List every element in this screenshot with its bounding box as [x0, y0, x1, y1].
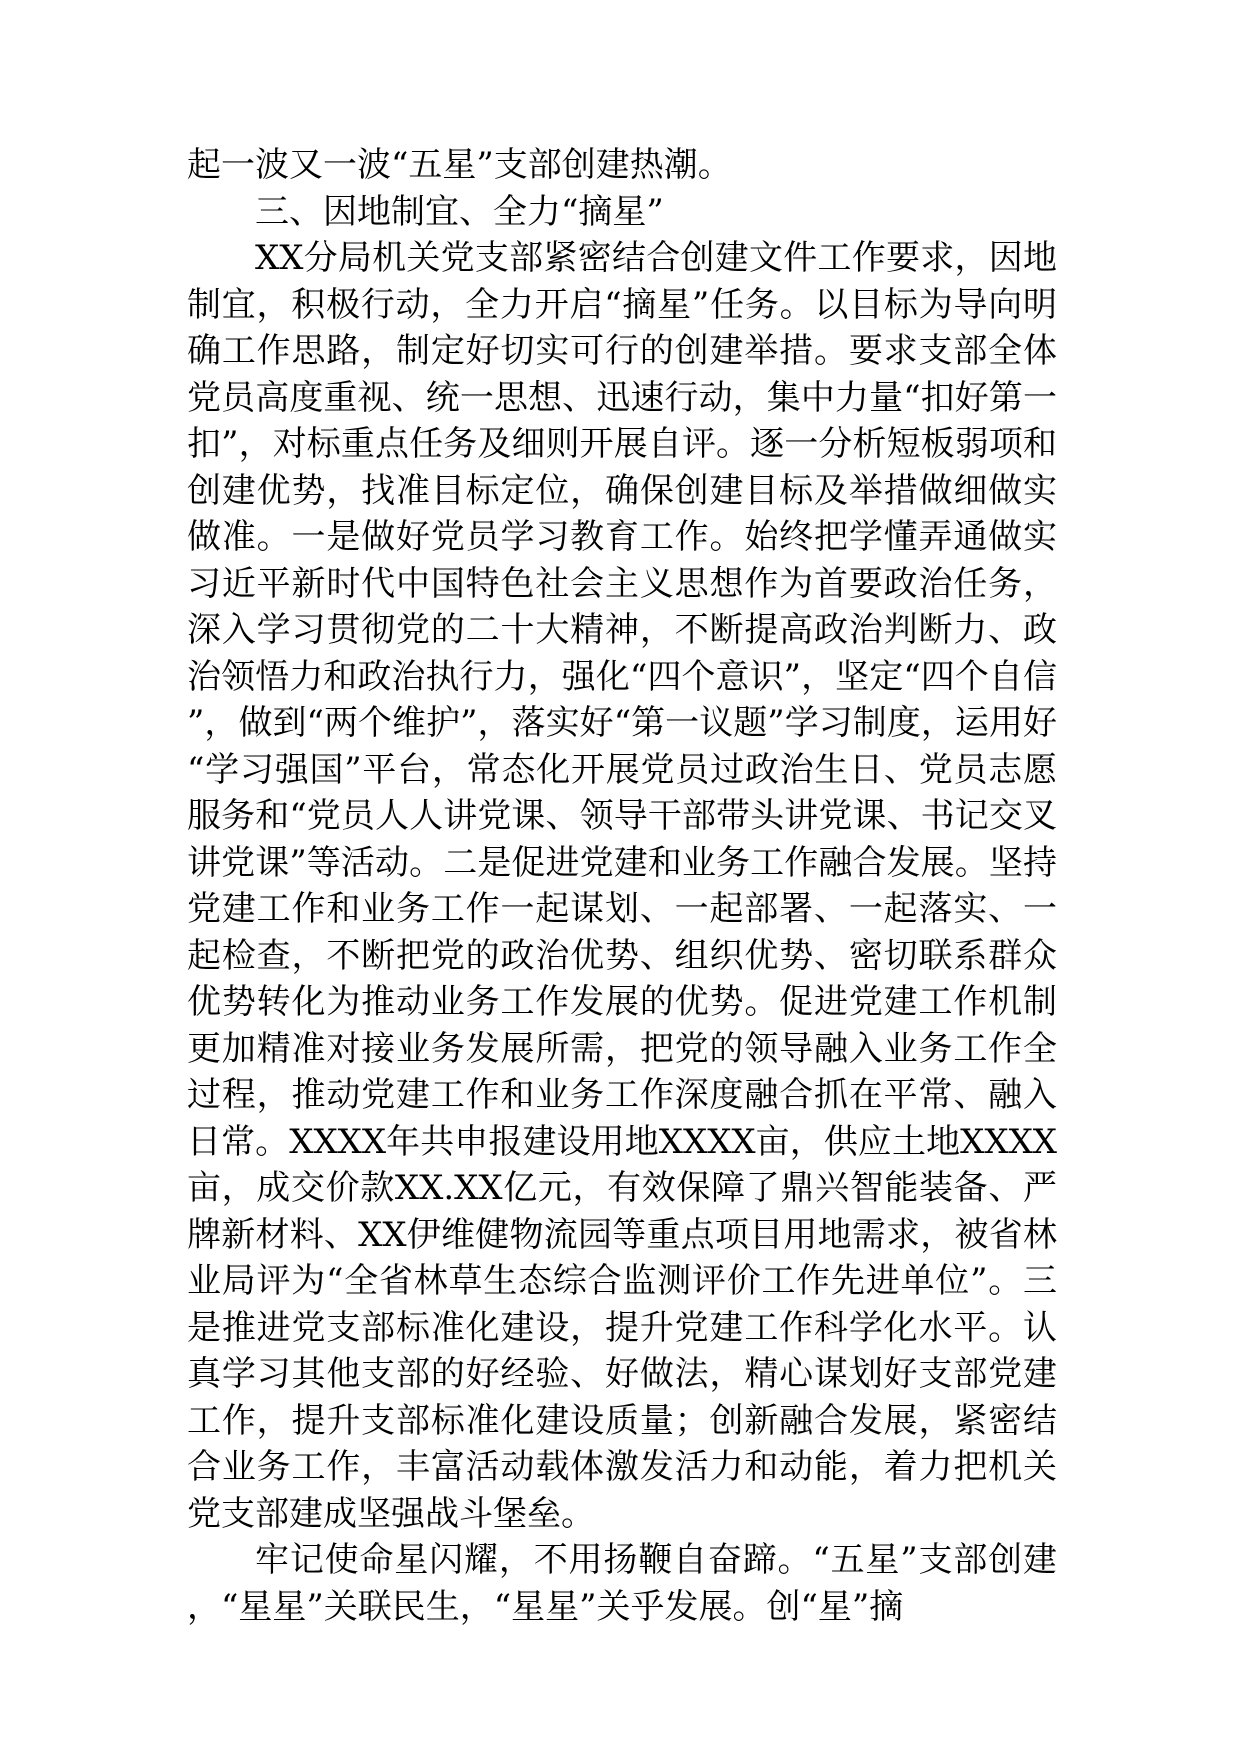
paragraph-continuation: 起一波又一波“五星”支部创建热潮。: [187, 145, 732, 185]
document-body: [187, 142, 1057, 1630]
section-heading-3: 三、因地制宜、全力“摘星”: [255, 191, 664, 232]
paragraph-body-1: XX分局机关党支部紧密结合创建文件工作要求，因地制宜，积极行动，全力开启“摘星”任务。以目标为导向明确工作思路，制定好切实可行的创建举措。要求支部全体党员高度重视、统一思想、迅速行动，集中力量“扣好第一扣”，对标重点任务及细则开展自评。逐一分析短板弱项和创建优势，找准目标定位，确保创建目标及举措做细做实做准。一是做好党员学习教育工作。始终把学懂弄通做实习近平新时代中国特色社会主义思想作为首要政治任务，深入学习贯彻党的二十大精神，不断提高政治判断力、政治领悟力和政治执行力，强化“四个意识”，坚定“四个自信”，做到“两个维护”，落实好“第一议题”学习制度，运用好“学习强国”平台，常态化开展党员过政治生日、党员志愿服务和“党员人人讲党课、领导干部带头讲党课、书记交叉讲党课”等活动。二是促进党建和业务工作融合发展。坚持党建工作和业务工作一起谋划、一起部署、一起落实、一起检查，不断把党的政治优势、组织优势、密切联系群众优势转化为推动业务工作发展的优势。促进党建工作机制更加精准对接业务发展所需，把党的领导融入业务工作全过程，推动党建工作和业务工作深度融合抓在平常、融入日常。XXXX年共申报建设用地XXXX亩，供应土地XXXX亩，成交价款XX.XX亿元，有效保障了鼎兴智能装备、严牌新材料、XX伊维健物流园等重点项目用地需求，被省林业局评为“全省林草生态综合监测评价工作先进单位”。三是推进党支部标准化建设，提升党建工作科学化水平。认真学习其他支部的好经验、好做法，精心谋划好支部党建工作，提升支部标准化建设质量；创新融合发展，紧密结合业务工作，丰富活动载体激发活力和动能，着力把机关党支部建成坚强战斗堡垒。: [187, 238, 1057, 1534]
paragraph-body-2: 牢记使命星闪耀，不用扬鞭自奋蹄。“五星”支部创建，“星星”关联民生，“星星”关乎发展。创“星”摘: [187, 1540, 1057, 1627]
